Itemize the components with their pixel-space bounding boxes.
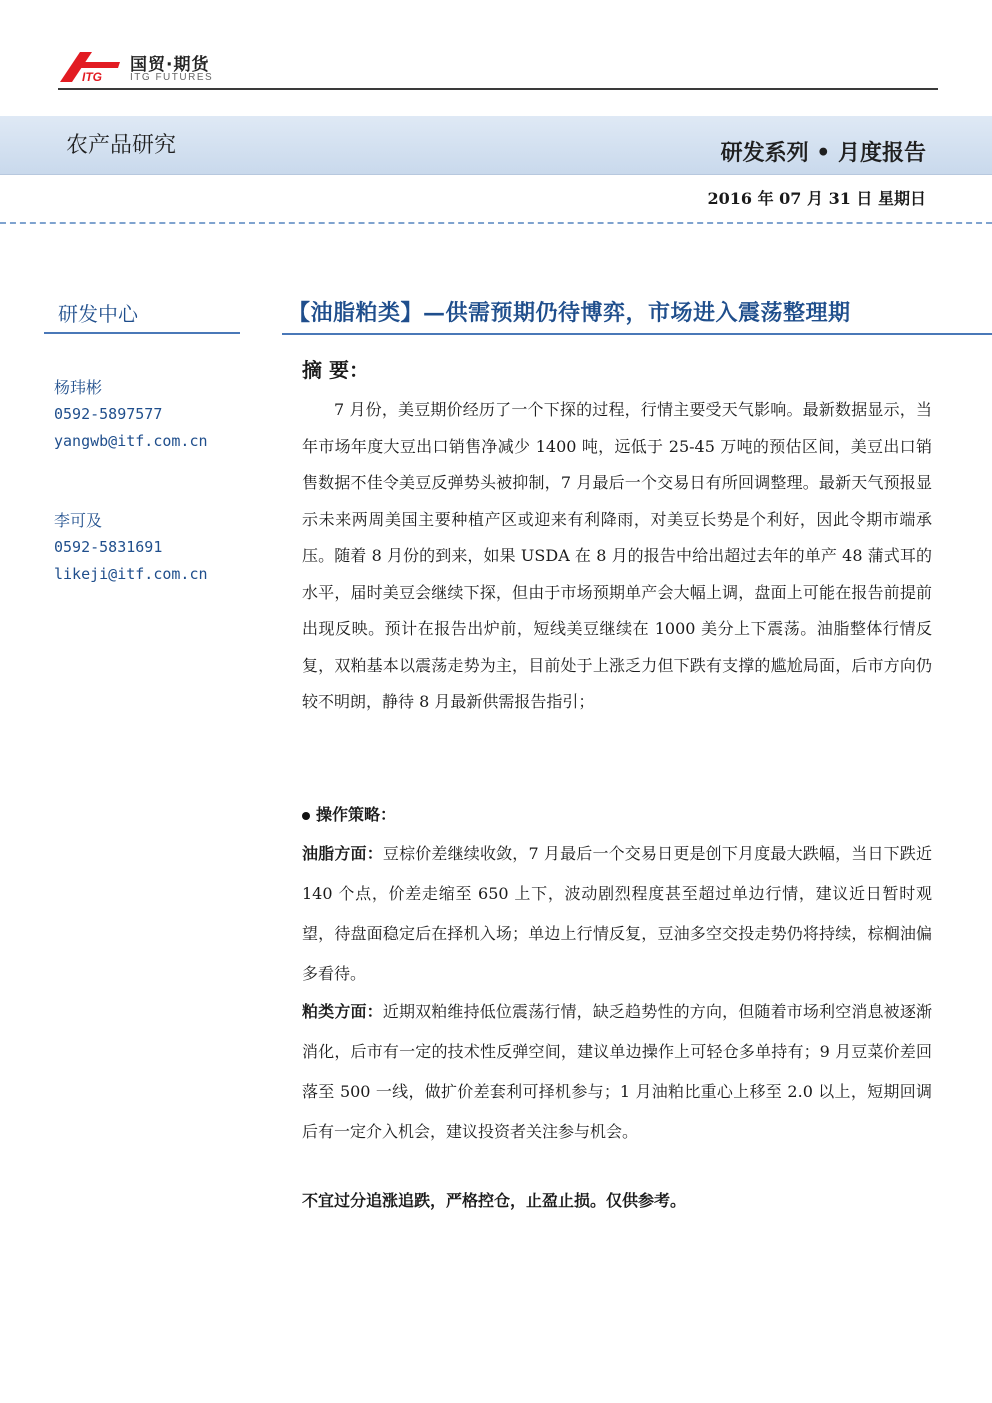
meals-label: 粕类方面：: [302, 1002, 383, 1021]
strategy-heading: [302, 802, 396, 825]
report-date: 2016 年 07 月 31 日 星期日: [707, 189, 926, 208]
analyst-card: [54, 374, 208, 455]
bullet-icon: [302, 812, 310, 820]
analyst-name: 李可及: [54, 511, 103, 530]
oils-strategy-paragraph: [302, 834, 932, 994]
analyst-email[interactable]: likeji@itf.com.cn: [54, 565, 208, 583]
report-title: 【油脂粕类】—供需预期仍待博弈，市场进入震荡整理期: [288, 300, 851, 326]
top-divider: [58, 88, 938, 90]
analyst-phone: 0592-5897577: [54, 405, 163, 423]
research-center-title: 研发中心: [58, 302, 138, 326]
abstract-heading: 摘 要：: [302, 358, 369, 382]
brand-name-en: ITG FUTURES: [130, 72, 214, 83]
report-category: 农产品研究: [66, 133, 177, 158]
dashed-divider: [0, 222, 992, 224]
title-divider: [282, 333, 992, 335]
logo-mark-text: ITG: [82, 70, 102, 84]
oils-text: 豆棕价差继续收敛，7 月最后一个交易日更是创下月度最大跌幅，当日下跌近 140 个点，价差走缩至 650 上下，波动剧烈程度甚至超过单边行情，建议近日暂时观望，待盘面稳定后在择机入场；单边上行情反复，豆油多空交投走势仍将持续，棕榈油偏多看待。: [302, 844, 932, 983]
strategy-heading-text: 操作策略：: [316, 805, 397, 824]
analyst-phone: 0592-5831691: [54, 538, 163, 556]
analyst-name: 杨玮彬: [54, 378, 103, 397]
itg-logo-icon: [58, 48, 122, 84]
meals-strategy-paragraph: [302, 992, 932, 1152]
oils-label: 油脂方面：: [302, 844, 383, 863]
abstract-paragraph: 7 月份，美豆期价经历了一个下探的过程，行情主要受天气影响。最新数据显示，当年市场年度大豆出口销售净减少 1400 吨，远低于 25-45 万吨的预估区间，美豆出口销售数据不佳令美豆反弹势头被抑制，7 月最后一个交易日有所回调整理。最新天气预报显示未来两周美国主要种植产区或迎来有利降雨，对美豆长势是个利好，因此令期市端承压。随着 8 月份的到来，如果 USDA 在 8 月的报告中给出超过去年的单产 48 蒲式耳的水平，届时美豆会继续下探，但由于市场预期单产会大幅上调，盘面上可能在报告前提前出现反映。预计在报告出炉前，短线美豆继续在 1000 美分上下震荡。油脂整体行情反复，双粕基本以震荡走势为主，目前处于上涨乏力但下跌有支撑的尴尬局面，后市方向仍较不明朗，静待 8 月最新供需报告指引；: [302, 400, 932, 711]
meals-text: 近期双粕维持低位震荡行情，缺乏趋势性的方向，但随着市场利空消息被逐渐消化，后市有一定的技术性反弹空间，建议单边操作上可轻仓多单持有；9 月豆菜价差回落至 500 一线，做扩价差套利可择机参与；1 月油粕比重心上移至 2.0 以上，短期回调后有一定介入机会，建议投资者关注参与机会。: [302, 1002, 932, 1141]
analyst-email[interactable]: yangwb@itf.com.cn: [54, 432, 208, 450]
risk-disclaimer: 不宜过分追涨追跌，严格控仓，止盈止损。仅供参考。: [302, 1191, 687, 1210]
company-logo: [58, 44, 238, 88]
report-series: 研发系列 • 月度报告: [720, 140, 926, 166]
brand-name-cn: 国贸·期货: [130, 55, 210, 75]
analyst-card: [54, 507, 208, 588]
sidebar-divider: [44, 332, 240, 334]
